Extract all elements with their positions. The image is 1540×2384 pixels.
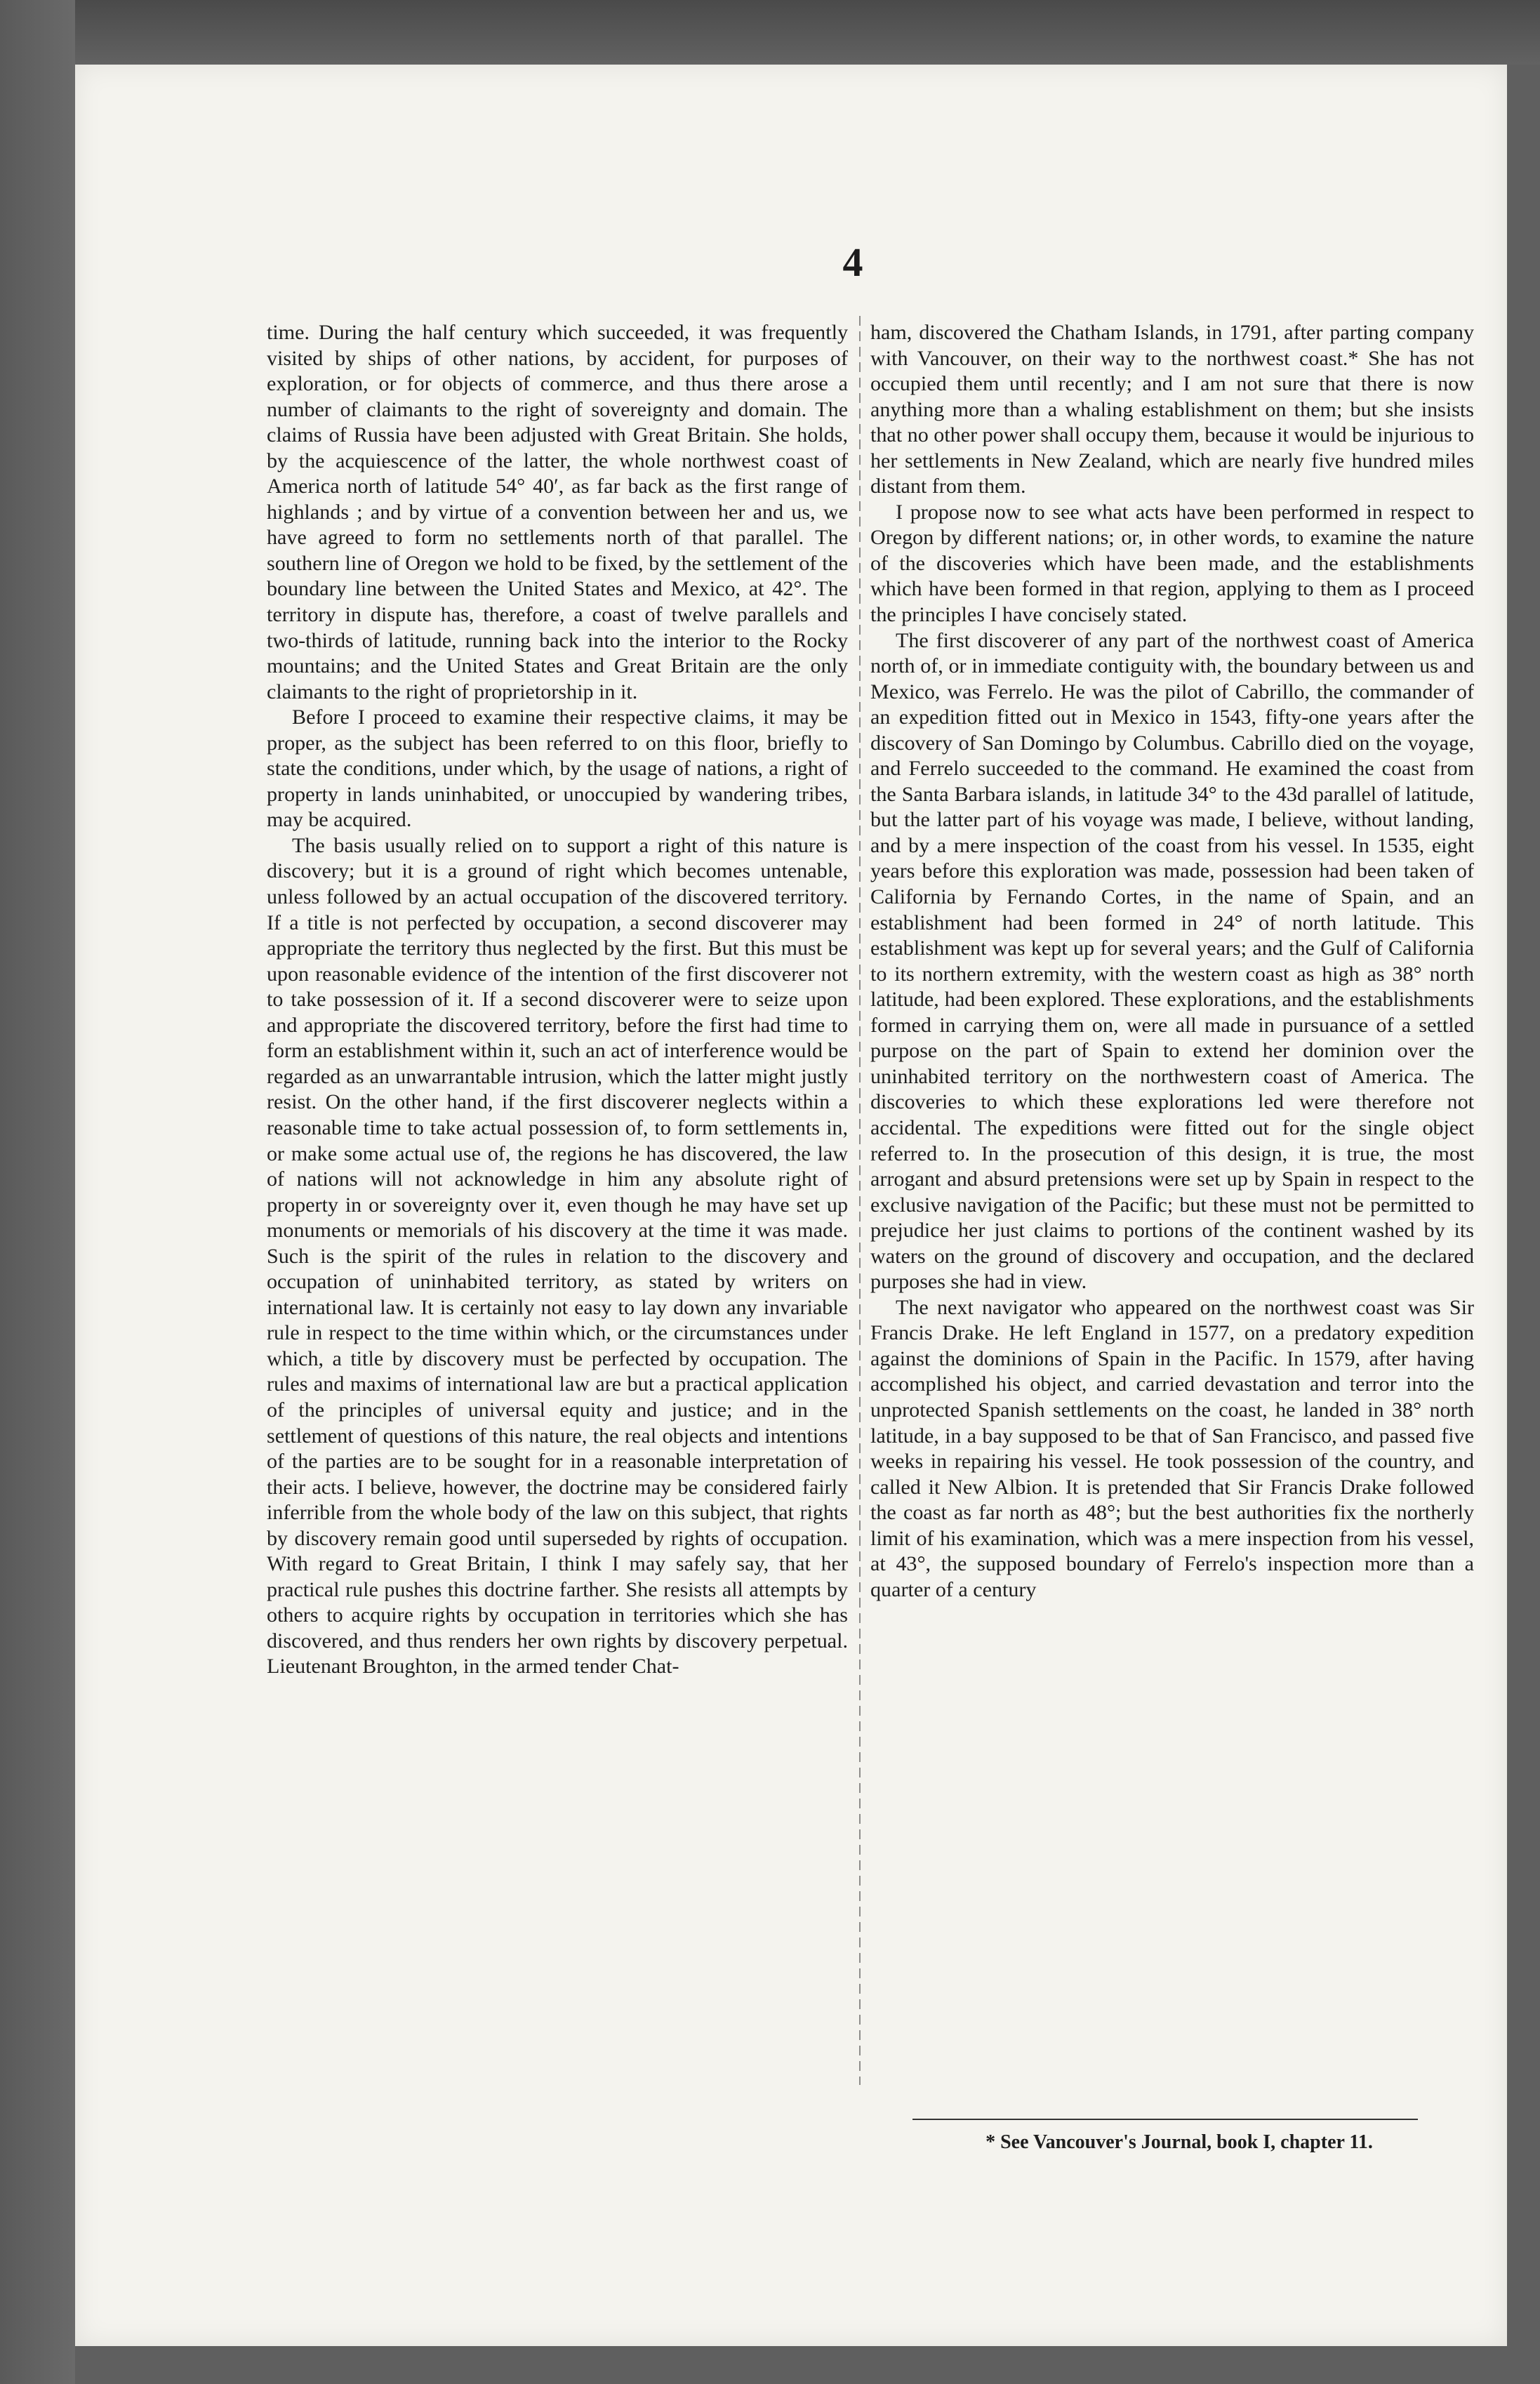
right-text-column <box>870 319 1474 1602</box>
footnote: * See Vancouver's Journal, book I, chapter 11. <box>985 2131 1373 2153</box>
paragraph-left-1: time. During the half century which succeeded, it was frequently visited by ships of other nations, by accident, for purposes of exploration, or for objects of commerce, and thus there arose a number of claimants to the right of sovereignty and domain. The claims of Russia have been adjusted with Great Britain. She holds, by the acquiescence of the latter, the whole northwest coast of America north of latitude 54° 40′, as far back as the first range of highlands ; and by virtue of a convention between her and us, we have agreed to form no settlements north of that parallel. The southern line of Oregon we hold to be fixed, by the settlement of the boundary line between the United States and Mexico, at 42°. The territory in dispute has, therefore, a coast of twelve parallels and two-thirds of latitude, running back into the interior to the Rocky mountains; and the United States and Great Britain are the only claimants to the right of proprietorship in it. <box>267 320 848 703</box>
paragraph-right-4: The next navigator who appeared on the northwest coast was Sir Francis Drake. He left England in 1577, on a predatory expedition against the dominions of Spain in the Pacific. In 1579, after having accomplished his object, and carried devastation and terror into the unprotected Spanish settlements on the coast, he landed in 38° north latitude, in a bay supposed to be that of San Francisco, and passed five weeks in repairing his vessel. He took possession of the country, and called it New Albion. It is pretended that Sir Francis Drake followed the coast as far north as 48°; but the best authorities fix the northerly limit of his examination, which was a mere inspection from his vessel, at 43°, the supposed boundary of Ferrelo's inspection more than a quarter of a century <box>870 1294 1474 1601</box>
scan-border-left <box>0 0 75 2384</box>
page-number: 4 <box>842 239 863 285</box>
paragraph-left-2: Before I proceed to examine their respective claims, it may be proper, as the subject has been referred to on this floor, briefly to state the conditions, under which, by the usage of nations, a right of property in lands uninhabited, or unoccupied by wandering tribes, may be acquired. <box>267 705 848 832</box>
paragraph-right-3: The first discoverer of any part of the northwest coast of America north of, or in immediate contiguity with, the boundary between us and Mexico, was Ferrelo. He was the pilot of Cabrillo, the commander of an expedition fitted out in Mexico in 1543, fifty-one years after the discovery of San Domingo by Columbus. Cabrillo died on the voyage, and Ferrelo succeeded to the command. He examined the coast from the Santa Barbara islands, in latitude 34° to the 43d parallel of latitude, but the latter part of his voyage was made, I believe, without landing, and by a mere inspection of the coast from his vessel. In 1535, eight years before this exploration was made, possession had been taken of California by Fernando Cortes, in the name of Spain, and an establishment had been formed in 24° of north latitude. This establishment was kept up for several years; and the Gulf of California to its northern extremity, with the western coast as high as 38° north latitude, had been explored. These explorations, and the establishments formed in carrying them on, were all made in pursuance of a settled purpose on the part of Spain to extend her dominion over the uninhabited territory on the northwestern coast of America. The discoveries to which these explorations led were therefore not accidental. The expeditions were fitted out for the single object referred to. In the prosecution of this design, it is true, the most arrogant and absurd pretensions were set up by Spain in respect to the exclusive navigation of the Pacific; but these must not be permitted to prejudice her just claims to portions of the continent washed by its waters on the ground of discovery and occupation, and the declared purposes she had in view. <box>870 628 1474 1294</box>
paragraph-left-3: The basis usually relied on to support a right of this nature is discovery; but it is a ground of right which becomes untenable, unless followed by an actual occupation of the discovered territory. If a title is not perfected by occupation, a second discoverer may appropriate the territory thus neglected by the first. But this must be upon reasonable evidence of the intention of the first discoverer not to take possession of it. If a second discoverer were to seize upon and appropriate the discovered territory, before the first had time to form an establishment within it, such an act of interference would be regarded as an unwarrantable intrusion, which the latter might justly resist. On the other hand, if the first discoverer neglects within a reasonable time to take actual possession of, to form settlements in, or make some actual use of, the regions he has discovered, the law of nations will not acknowledge in him any absolute right of property in or sovereignty over it, even though he may have set up monuments or memorials of his discovery at the time it was made. Such is the spirit of the rules in relation to the discovery and occupation of uninhabited territory, as stated by writers on international law. It is certainly not easy to lay down any invariable rule in respect to the time within which, or the circumstances under which, a title by discovery must be perfected by occupation. The rules and maxims of international law are but a practical application of the principles of universal equity and justice; and in the settlement of questions of this nature, the real objects and intentions of the parties are to be sought for in a reasonable interpretation of their acts. I believe, however, the doctrine may be considered fairly inferrible from the whole body of the law on this subject, that rights by discovery remain good until superseded by rights of occupation. With regard to Great Britain, I think I may safely say, that her practical rule pushes this doctrine farther. She resists all attempts by others to acquire rights by occupation in territories which she has discovered, and thus renders her own rights by discovery perpetual. Lieutenant Broughton, in the armed tender Chat- <box>267 833 848 1678</box>
paragraph-right-2: I propose now to see what acts have been performed in respect to Oregon by different nations; or, in other words, to examine the nature of the discoveries which have been made, and the establishments which have been formed in that region, applying to them as I proceed the principles I have concisely stated. <box>870 499 1474 627</box>
paragraph-right-1: ham, discovered the Chatham Islands, in 1791, after parting company with Vancouver, on their way to the northwest coast.* She has not occupied them until recently; and I am not sure that there is now anything more than a whaling establishment on them; but she insists that no other power shall occupy them, because it would be injurious to her settlements in New Zealand, which are nearly five hundred miles distant from them. <box>870 320 1474 498</box>
left-text-column <box>267 319 848 1679</box>
column-divider <box>859 316 861 2085</box>
footnote-rule <box>912 2119 1418 2120</box>
scan-border-top <box>0 0 1540 65</box>
